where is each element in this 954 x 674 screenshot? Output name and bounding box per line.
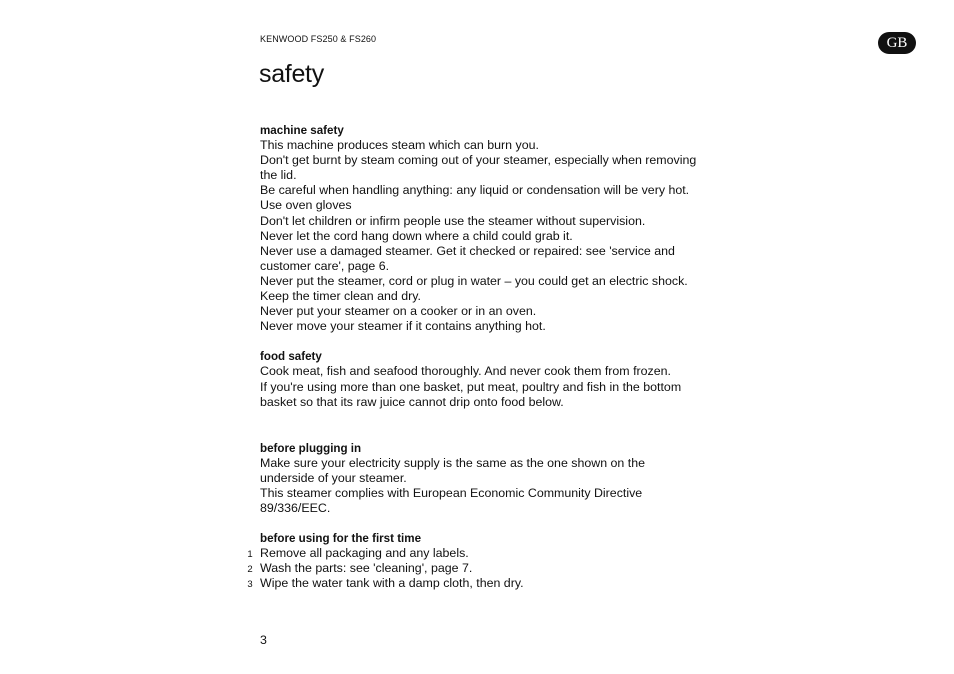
section-before-first-use	[247, 531, 700, 591]
paragraph: Never put the steamer, cord or plug in water – you could get an electric shock. Keep the timer clean and dry.	[260, 273, 688, 304]
paragraph: Don't get burnt by steam coming out of your steamer, especially when removing the lid.	[260, 153, 697, 183]
section-machine-safety	[260, 123, 700, 334]
section-heading: before using for the first time	[260, 532, 422, 546]
paragraph: Never use a damaged steamer. Get it checked or repaired: see 'service and customer care', page 6.	[260, 243, 675, 273]
section-heading: machine safety	[260, 124, 344, 137]
paragraph: Never put your steamer on a cooker or in an oven.	[260, 304, 537, 319]
step-text: Wipe the water tank with a damp cloth, then dry.	[260, 576, 524, 591]
paragraph: This steamer complies with European Economic Community Directive 89/336/EEC.	[260, 485, 643, 516]
paragraph: Don't let children or infirm people use the steamer without supervision.	[260, 213, 646, 228]
section-heading: before plugging in	[260, 441, 362, 455]
list-item	[247, 546, 700, 561]
paragraph: This machine produces steam which can burn you.	[260, 138, 539, 153]
list-item	[247, 576, 700, 591]
paragraph: Be careful when handling anything: any liquid or condensation will be very hot. Use oven gloves	[260, 183, 690, 213]
section-food-safety	[260, 349, 700, 409]
step-number: 1	[247, 549, 253, 561]
paragraph: Cook meat, fish and seafood thoroughly. And never cook them from frozen.	[260, 364, 671, 379]
paragraph: Make sure your electricity supply is the same as the one shown on the underside of your steamer.	[260, 455, 645, 485]
paragraph: Never move your steamer if it contains anything hot.	[260, 319, 546, 334]
paragraph: Never let the cord hang down where a child could grab it.	[260, 228, 573, 243]
step-number: 2	[247, 564, 253, 576]
page-title: safety	[259, 60, 324, 88]
document-body	[247, 123, 700, 592]
section-heading: food safety	[260, 350, 322, 364]
document-header: KENWOOD FS250 & FS260	[260, 34, 377, 44]
step-text: Wash the parts: see 'cleaning', page 7.	[260, 561, 473, 576]
page-number: 3	[260, 633, 267, 647]
section-before-plugging-in	[260, 441, 700, 516]
step-number: 3	[247, 579, 253, 591]
steps-list	[247, 546, 700, 591]
paragraph: If you're using more than one basket, put meat, poultry and fish in the bottom basket so that its raw juice cannot drip onto food below.	[260, 379, 682, 409]
step-text: Remove all packaging and any labels.	[260, 546, 469, 561]
list-item	[247, 561, 700, 576]
language-badge: GB	[878, 32, 916, 54]
